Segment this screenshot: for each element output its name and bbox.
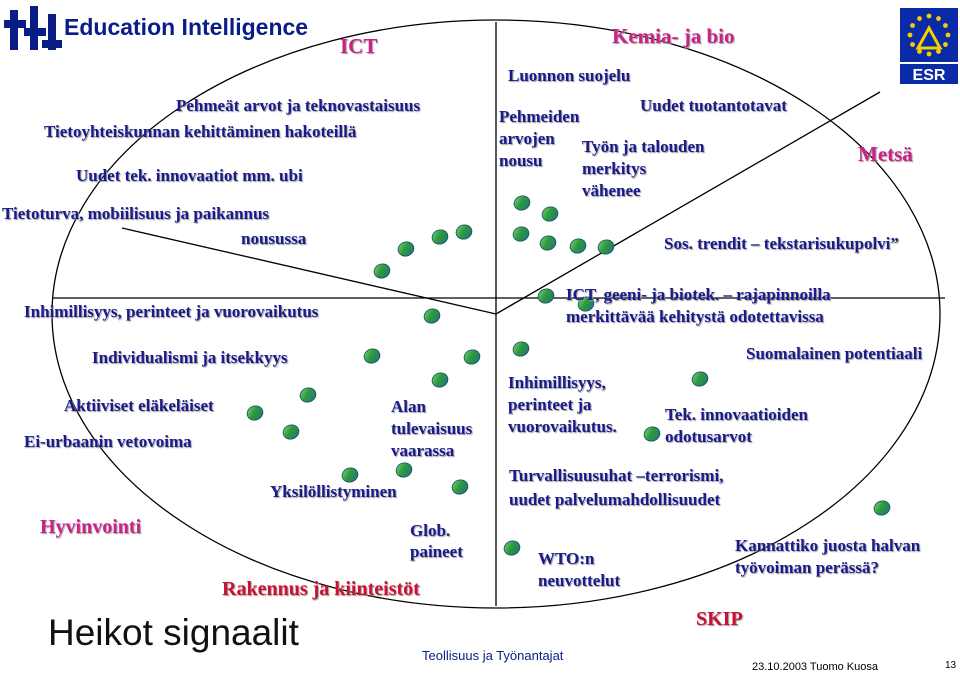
esr-star-icon (910, 42, 915, 47)
esr-star-icon (927, 52, 932, 57)
sector-kemia-bio: Kemia- ja bio (612, 24, 735, 48)
footer-org: Teollisuus ja Työnantajat (422, 648, 564, 663)
green-teal-bead-icon (568, 237, 588, 256)
signal-glob-paineet: Glob. paineet (410, 521, 463, 561)
green-teal-bead-icon (538, 234, 558, 253)
esr-star-icon (936, 16, 941, 21)
green-teal-bead-icon (362, 347, 382, 366)
green-teal-bead-icon (245, 404, 265, 423)
signal-pehmeiden-arvojen: Pehmeiden arvojen nousu (499, 107, 580, 170)
signal-individualismi: Individualismi ja itsekkyys (92, 348, 288, 367)
green-teal-bead-icon (502, 539, 522, 558)
signal-alan-tulevaisuus: Alan tulevaisuus vaarassa (391, 397, 473, 460)
sector-hyvinvointi: Hyvinvointi (40, 516, 142, 538)
esr-star-icon (946, 33, 951, 38)
signal-tietoturva: Tietoturva, mobiilisuus ja paikannus (2, 204, 270, 223)
green-teal-bead-icon (298, 386, 318, 405)
sector-ict: ICT (340, 34, 378, 58)
green-teal-bead-icon (511, 340, 531, 359)
signal-uudet-tek: Uudet tek. innovaatiot mm. ubi (76, 166, 303, 185)
esr-label: ESR (912, 67, 946, 84)
green-teal-bead-icon (540, 205, 560, 224)
footer-page-number: 13 (945, 660, 957, 671)
green-teal-bead-icon (690, 370, 710, 389)
green-teal-bead-icon (872, 499, 892, 518)
signal-luonnon-suojelu: Luonnon suojelu (508, 66, 631, 85)
signal-sos-trendit: Sos. trendit – tekstarisukupolvi” (664, 234, 899, 253)
esr-star-icon (943, 23, 948, 28)
signal-tyon-talouden: Työn ja talouden merkitys vähenee (582, 137, 705, 200)
esr-star-icon (910, 23, 915, 28)
signal-wto: WTO:n neuvottelut (538, 549, 621, 590)
signal-nousussa: nousussa (241, 229, 307, 248)
green-teal-bead-icon (511, 225, 531, 244)
signal-tek-innovaatioiden: Tek. innovaatioiden odotusarvot (665, 405, 808, 446)
green-teal-bead-icon (454, 223, 474, 242)
green-teal-bead-icon (430, 228, 450, 247)
education-intelligence-logo-icon (4, 4, 64, 56)
signal-inhimillisyys-left: Inhimillisyys, perinteet ja vuorovaikutus (24, 302, 319, 321)
esr-star-icon (917, 49, 922, 54)
esr-star-icon (936, 49, 941, 54)
signal-ict-geeni: ICT, geeni- ja biotek. – rajapinnoilla merkittävää kehitystä odotettavissa (566, 285, 831, 326)
green-teal-bead-icon (642, 425, 662, 444)
sector-skip: SKIP (696, 608, 743, 630)
esr-star-icon (917, 16, 922, 21)
green-teal-bead-icon (430, 371, 450, 390)
esr-star-icon (927, 14, 932, 19)
sector-rakennus: Rakennus ja kiinteistöt (222, 578, 420, 600)
footer-date-author: 23.10.2003 Tuomo Kuosa (752, 661, 878, 673)
signal-aktiiviset: Aktiiviset eläkeläiset (64, 396, 214, 415)
signal-turvallisuusuhat: Turvallisuusuhat –terrorismi, uudet palvelumahdollisuudet (509, 466, 724, 509)
page-title: Heikot signaalit (48, 612, 299, 653)
signal-uudet-tuotantotavat: Uudet tuotantotavat (640, 96, 787, 115)
esr-star-icon (908, 33, 913, 38)
green-teal-bead-icon (596, 238, 616, 257)
green-teal-bead-icon (462, 348, 482, 367)
green-teal-bead-icon (281, 423, 301, 442)
sector-metsa: Metsä (858, 142, 913, 166)
green-teal-bead-icon (422, 307, 442, 326)
signal-pehmeat-arvot: Pehmeät arvot ja teknovastaisuus (176, 96, 421, 115)
green-teal-bead-icon (450, 478, 470, 497)
esr-star-icon (943, 42, 948, 47)
signal-ei-urbaanin: Ei-urbaanin vetovoima (24, 432, 192, 451)
logo-text: Education Intelligence (64, 14, 309, 40)
green-teal-bead-icon (372, 262, 392, 281)
signal-tietoyhteiskunta: Tietoyhteiskunnan kehittäminen hakoteillä (44, 122, 357, 141)
green-teal-bead-icon (512, 194, 532, 213)
signal-inhimillisyys-right: Inhimillisyys, perinteet ja vuorovaikutus. (508, 373, 617, 436)
signal-kannattiko: Kannattiko juosta halvan työvoiman perässä? (735, 536, 921, 577)
green-teal-bead-icon (394, 461, 414, 480)
esr-eu-stars-logo-icon (900, 8, 958, 84)
signal-yksilollistyminen: Yksilöllistyminen (270, 482, 397, 501)
green-teal-bead-icon (396, 240, 416, 259)
signal-suomalainen: Suomalainen potentiaali (746, 344, 923, 363)
